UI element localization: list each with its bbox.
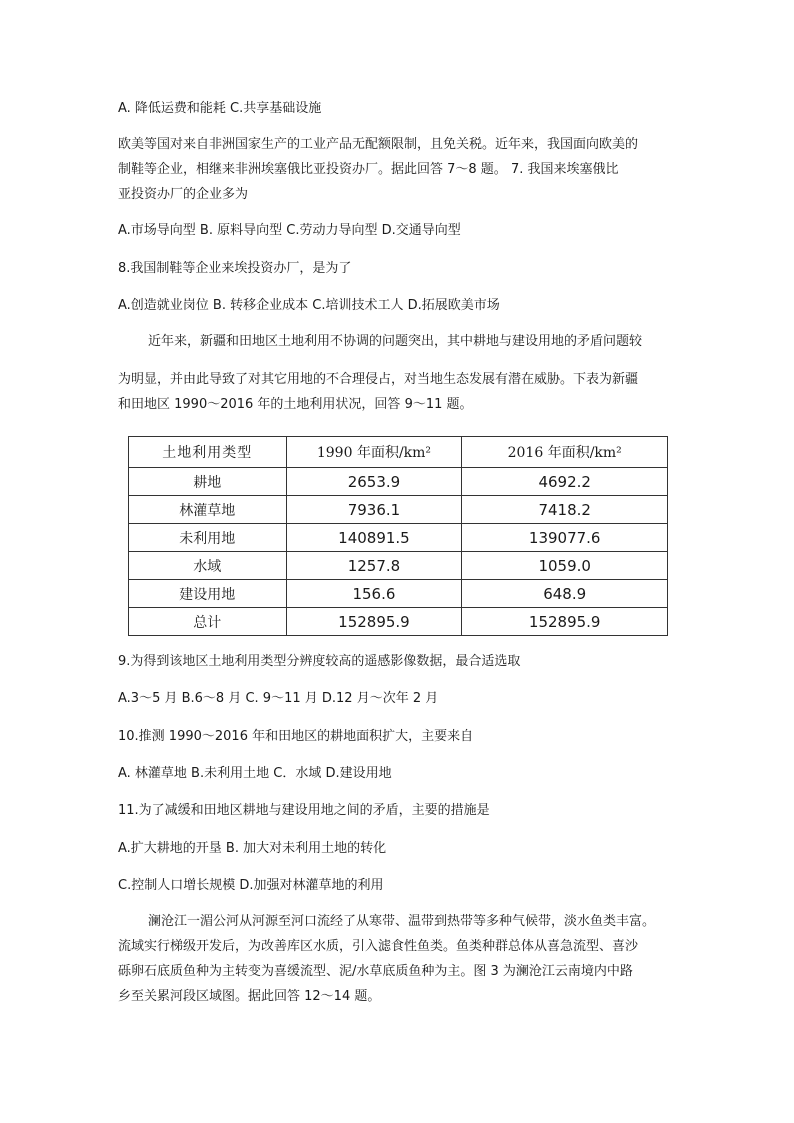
table-cell-2016: 139077.6 xyxy=(462,524,668,552)
passage-1-line-1: 欧美等国对来自非洲国家生产的工业产品无配额限制，且免关税。近年来，我国面向欧美的 xyxy=(118,137,639,152)
table-cell-type: 耕地 xyxy=(129,468,287,496)
table-row xyxy=(129,524,668,552)
q7-options: A.市场导向型 B. 原料导向型 C.劳动力导向型 D.交通导向型 xyxy=(118,223,461,238)
q10-stem: 10.推测 1990～2016 年和田地区的耕地面积扩大，主要来自 xyxy=(118,729,474,744)
table-cell-type: 未利用地 xyxy=(129,524,287,552)
table-header-cell: 土地利用类型 xyxy=(129,437,287,468)
q11-options-cd: C.控制人口增长规模 D.加强对林灌草地的利用 xyxy=(118,878,384,893)
table-header-cell: 1990 年面积/km² xyxy=(286,437,462,468)
table-cell-2016: 152895.9 xyxy=(462,608,668,636)
passage-2-line-2: 为明显，并由此导致了对其它用地的不合理侵占，对当地生态发展有潜在威胁。下表为新疆 xyxy=(118,372,639,387)
passage-1-line-2: 制鞋等企业，相继来非洲埃塞俄比亚投资办厂。据此回答 7～8 题。 7. 我国来埃塞俄比 xyxy=(118,162,619,177)
table-row xyxy=(129,468,668,496)
table-cell-1990: 7936.1 xyxy=(286,496,462,524)
q11-stem: 11.为了减缓和田地区耕地与建设用地之间的矛盾，主要的措施是 xyxy=(118,803,490,818)
passage-3-line-1: 澜沧江一湄公河从河源至河口流经了从寒带、温带到热带等多种气候带，淡水鱼类丰富。 xyxy=(148,914,656,929)
q9-stem: 9.为得到该地区土地利用类型分辨度较高的遥感影像数据，最合适选取 xyxy=(118,654,521,669)
table-row xyxy=(129,608,668,636)
table-row xyxy=(129,552,668,580)
q11-options-ab: A.扩大耕地的开垦 B. 加大对未利用土地的转化 xyxy=(118,841,387,856)
table-cell-1990: 152895.9 xyxy=(286,608,462,636)
table-cell-type: 建设用地 xyxy=(129,580,287,608)
table-header-row xyxy=(129,437,668,468)
q10-options: A. 林灌草地 B.未利用土地 C．水域 D.建设用地 xyxy=(118,766,392,781)
table-cell-1990: 1257.8 xyxy=(286,552,462,580)
table-row xyxy=(129,496,668,524)
table-cell-2016: 648.9 xyxy=(462,580,668,608)
passage-2-line-3: 和田地区 1990～2016 年的土地利用状况，回答 9～11 题。 xyxy=(118,397,473,412)
passage-2-line-1: 近年来，新疆和田地区土地利用不协调的问题突出，其中耕地与建设用地的矛盾问题较 xyxy=(148,334,643,349)
table-cell-type: 总计 xyxy=(129,608,287,636)
table-cell-type: 水域 xyxy=(129,552,287,580)
q8-stem: 8.我国制鞋等企业来埃投资办厂，是为了 xyxy=(118,261,352,276)
q9-options: A.3～5 月 B.6～8 月 C. 9～11 月 D.12 月～次年 2 月 xyxy=(118,691,439,706)
table-cell-1990: 140891.5 xyxy=(286,524,462,552)
q8-options: A.创造就业岗位 B. 转移企业成本 C.培训技术工人 D.拓展欧美市场 xyxy=(118,298,500,313)
table-cell-type: 林灌草地 xyxy=(129,496,287,524)
table-row xyxy=(129,580,668,608)
land-use-table xyxy=(128,436,668,636)
passage-3-line-2: 流域实行梯级开发后，为改善库区水质，引入滤食性鱼类。鱼类种群总体从喜急流型、喜沙 xyxy=(118,939,639,954)
passage-1-line-3: 亚投资办厂的企业多为 xyxy=(118,187,249,202)
table-cell-1990: 156.6 xyxy=(286,580,462,608)
passage-3-line-4: 乡至关累河段区域图。据此回答 12～14 题。 xyxy=(118,989,381,1004)
passage-3-line-3: 砾卵石底质鱼种为主转变为喜缓流型、泥/水草底质鱼种为主。图 3 为澜沧江云南境内中路 xyxy=(118,964,633,979)
table-cell-2016: 1059.0 xyxy=(462,552,668,580)
table-cell-1990: 2653.9 xyxy=(286,468,462,496)
table-cell-2016: 4692.2 xyxy=(462,468,668,496)
table-header-cell: 2016 年面积/km² xyxy=(462,437,668,468)
table-cell-2016: 7418.2 xyxy=(462,496,668,524)
q6-options: A. 降低运费和能耗 C.共享基础设施 xyxy=(118,101,322,116)
